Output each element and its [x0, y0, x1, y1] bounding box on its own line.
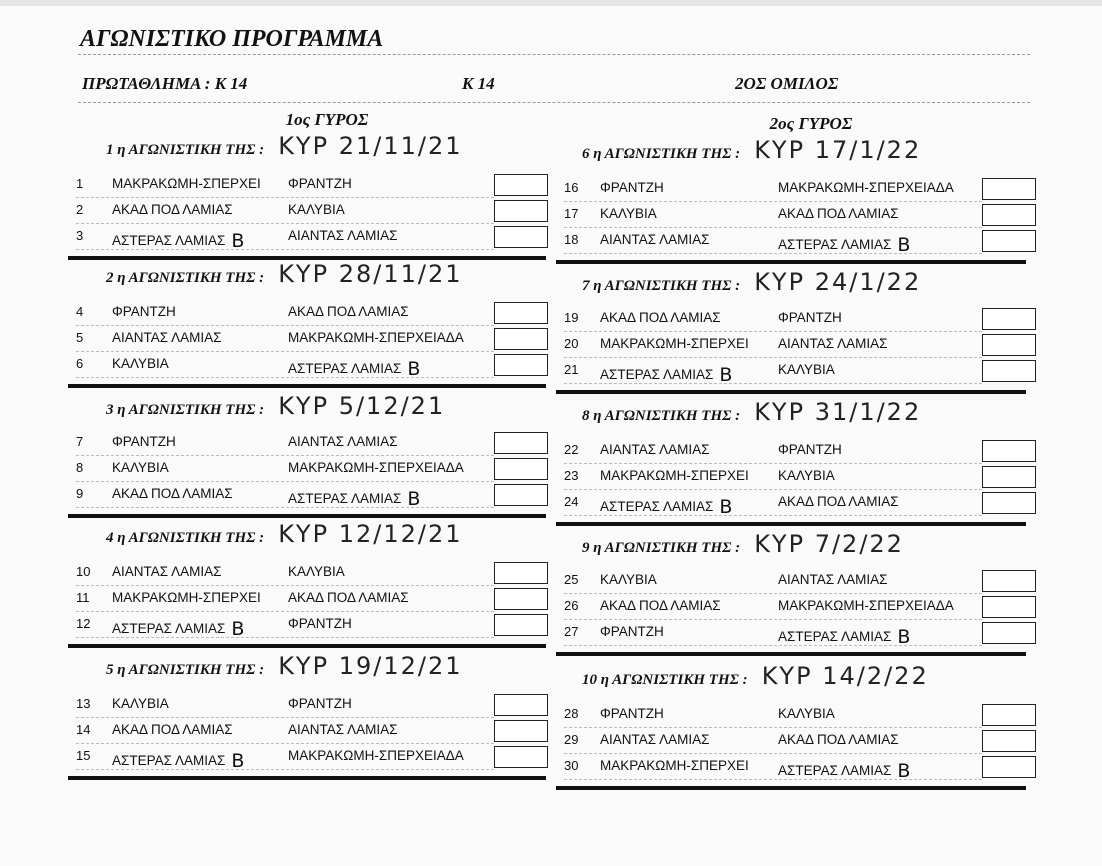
home-team-name: ΑΚΑΔ ΠΟΔ ΛΑΜΙΑΣ [112, 202, 233, 217]
matchday-heading [582, 136, 921, 164]
away-team-name: ΑΚΑΔ ΠΟΔ ΛΑΜΙΑΣ [778, 494, 899, 509]
match-number: 15 [76, 748, 91, 763]
matchday-separator [556, 786, 1026, 790]
away-team [778, 468, 835, 483]
home-team [600, 624, 664, 639]
score-box[interactable] [982, 730, 1036, 752]
matchday-label: 6 η ΑΓΩΝΙΣΤΙΚΗ ΤΗΣ : [582, 146, 741, 162]
score-box[interactable] [982, 360, 1036, 382]
away-team [288, 434, 397, 449]
match-number: 4 [76, 304, 84, 319]
score-box[interactable] [982, 570, 1036, 592]
away-team [288, 696, 352, 711]
away-team-name: ΑΙΑΝΤΑΣ ΛΑΜΙΑΣ [778, 572, 888, 587]
matchday-label: 10 η ΑΓΩΝΙΣΤΙΚΗ ΤΗΣ : [582, 672, 748, 688]
handwritten-date: ΚΥΡ 5/12/21 [278, 392, 446, 420]
match-number: 13 [76, 696, 91, 711]
score-box[interactable] [494, 588, 548, 610]
match-row [76, 586, 554, 612]
championship-label-text: ΠΡΩΤΑΘΛΗΜΑ : [82, 74, 211, 93]
away-team [288, 356, 420, 378]
away-team [778, 572, 887, 587]
score-box[interactable] [494, 302, 548, 324]
match-number: 24 [564, 494, 579, 509]
match-number: 6 [76, 356, 84, 371]
score-box[interactable] [494, 614, 548, 636]
score-box[interactable] [494, 484, 548, 506]
away-team-name: ΜΑΚΡΑΚΩΜΗ-ΣΠΕΡΧΕΙΑΔΑ [288, 460, 464, 475]
match-number: 16 [564, 180, 579, 195]
home-team [112, 748, 244, 770]
away-team-name: ΑΙΑΝΤΑΣ ΛΑΜΙΑΣ [288, 722, 398, 737]
handwritten-date: ΚΥΡ 12/12/21 [278, 520, 463, 548]
away-team [778, 598, 954, 613]
match-number: 27 [564, 624, 579, 639]
away-team-name: ΑΣΤΕΡΑΣ ΛΑΜΙΑΣ [778, 237, 892, 252]
home-team [600, 706, 664, 721]
match-row [76, 612, 554, 638]
home-team [112, 176, 261, 191]
match-row [564, 358, 1042, 384]
header-divider [78, 102, 1030, 103]
handwritten-date: ΚΥΡ 28/11/21 [278, 260, 463, 288]
match-row [564, 438, 1042, 464]
match-number: 18 [564, 232, 579, 247]
match-row [76, 560, 554, 586]
match-number: 22 [564, 442, 579, 457]
match-number: 12 [76, 616, 91, 631]
matchday-separator [556, 522, 1026, 526]
home-team-name: ΦΡΑΝΤΖΗ [600, 180, 664, 195]
score-box[interactable] [982, 440, 1036, 462]
matchday-heading [582, 268, 921, 296]
match-row [564, 754, 1042, 780]
away-team [288, 722, 397, 737]
matchday-separator [556, 652, 1026, 656]
home-team [112, 564, 221, 579]
match-number: 14 [76, 722, 91, 737]
match-row [76, 718, 554, 744]
score-box[interactable] [494, 746, 548, 768]
match-row [76, 692, 554, 718]
home-team-name: ΚΑΛΥΒΙΑ [600, 206, 657, 221]
away-team-name: ΑΙΑΝΤΑΣ ΛΑΜΙΑΣ [288, 434, 398, 449]
home-team-name: ΦΡΑΝΤΖΗ [112, 434, 176, 449]
match-row [564, 176, 1042, 202]
handwritten-date: ΚΥΡ 31/1/22 [754, 398, 922, 426]
home-team [112, 330, 221, 345]
match-number: 11 [76, 590, 90, 605]
home-team-name: ΚΑΛΥΒΙΑ [600, 572, 657, 587]
match-row [76, 172, 554, 198]
away-team-name: ΑΣΤΕΡΑΣ ΛΑΜΙΑΣ [778, 629, 892, 644]
home-team-name: ΦΡΑΝΤΖΗ [600, 624, 664, 639]
match-row [76, 744, 554, 770]
matchday-separator [556, 390, 1026, 394]
match-row [76, 224, 554, 250]
match-number: 17 [564, 206, 579, 221]
home-team [600, 494, 732, 516]
match-row [564, 594, 1042, 620]
away-team [288, 228, 397, 243]
away-team [778, 494, 899, 509]
handwritten-b-mark: B [407, 358, 421, 380]
row-divider [76, 377, 494, 378]
home-team-name: ΑΚΑΔ ΠΟΔ ΛΑΜΙΑΣ [112, 722, 233, 737]
matchday-separator [68, 514, 546, 518]
score-box[interactable] [982, 596, 1036, 618]
match-row [76, 482, 554, 508]
away-team-name: ΜΑΚΡΑΚΩΜΗ-ΣΠΕΡΧΕΙΑΔΑ [778, 598, 954, 613]
match-row [76, 430, 554, 456]
score-box[interactable] [494, 432, 548, 454]
home-team [600, 468, 749, 483]
match-row [564, 228, 1042, 254]
handwritten-b-mark: B [719, 496, 733, 518]
score-box[interactable] [494, 328, 548, 350]
away-team [288, 590, 409, 605]
row-divider [76, 249, 494, 250]
match-number: 5 [76, 330, 84, 345]
away-team-name: ΦΡΑΝΤΖΗ [288, 176, 352, 191]
handwritten-b-mark: B [231, 230, 245, 252]
home-team-name: ΑΚΑΔ ΠΟΔ ΛΑΜΙΑΣ [600, 310, 721, 325]
handwritten-b-mark: B [897, 234, 911, 256]
championship-value: Κ 14 [214, 74, 248, 93]
match-row [76, 198, 554, 224]
home-team [112, 722, 233, 737]
handwritten-b-mark: B [231, 750, 245, 772]
home-team [600, 572, 657, 587]
score-box[interactable] [494, 562, 548, 584]
scan-top-edge [0, 0, 1102, 6]
match-number: 29 [564, 732, 579, 747]
away-team-name: ΦΡΑΝΤΖΗ [778, 310, 842, 325]
match-number: 2 [76, 202, 84, 217]
home-team-name: ΑΚΑΔ ΠΟΔ ΛΑΜΙΑΣ [600, 598, 721, 613]
matchday-label: 4 η ΑΓΩΝΙΣΤΙΚΗ ΤΗΣ : [106, 530, 265, 546]
away-team [288, 748, 464, 763]
home-team [112, 616, 244, 638]
matchday-label: 9 η ΑΓΩΝΙΣΤΙΚΗ ΤΗΣ : [582, 540, 741, 556]
home-team [600, 598, 721, 613]
away-team-name: ΚΑΛΥΒΙΑ [288, 564, 345, 579]
score-box[interactable] [982, 334, 1036, 356]
matchday-heading [106, 260, 462, 288]
away-team-name: ΑΣΤΕΡΑΣ ΛΑΜΙΑΣ [288, 361, 402, 376]
handwritten-date: ΚΥΡ 17/1/22 [754, 136, 922, 164]
row-divider [564, 383, 982, 384]
home-team-name: ΑΣΤΕΡΑΣ ΛΑΜΙΑΣ [112, 233, 226, 248]
away-team-name: ΑΣΤΕΡΑΣ ΛΑΜΙΑΣ [288, 491, 402, 506]
matchday-separator [68, 776, 546, 780]
row-divider [564, 645, 982, 646]
away-team-name: ΦΡΑΝΤΖΗ [288, 616, 352, 631]
home-team [112, 486, 233, 501]
row-divider [76, 769, 494, 770]
home-team [600, 206, 657, 221]
handwritten-b-mark: B [407, 488, 421, 510]
away-team [778, 336, 887, 351]
matchday-heading [106, 132, 462, 160]
matchday-label: 1 η ΑΓΩΝΙΣΤΙΚΗ ΤΗΣ : [106, 142, 265, 158]
home-team-name: ΜΑΚΡΑΚΩΜΗ-ΣΠΕΡΧΕΙ [600, 758, 749, 773]
match-row [564, 728, 1042, 754]
handwritten-date: ΚΥΡ 19/12/21 [278, 652, 463, 680]
match-row [564, 202, 1042, 228]
away-team [778, 732, 899, 747]
away-team [288, 486, 420, 508]
away-team [288, 176, 352, 191]
home-team [600, 336, 749, 351]
match-row [76, 352, 554, 378]
score-box[interactable] [494, 226, 548, 248]
away-team-name: ΚΑΛΥΒΙΑ [778, 362, 835, 377]
matchday-label: 8 η ΑΓΩΝΙΣΤΙΚΗ ΤΗΣ : [582, 408, 741, 424]
home-team-name: ΦΡΑΝΤΖΗ [112, 304, 176, 319]
match-row [564, 702, 1042, 728]
match-row [76, 300, 554, 326]
match-number: 1 [76, 176, 84, 191]
handwritten-b-mark: B [897, 760, 911, 782]
score-box[interactable] [982, 204, 1036, 226]
home-team-name: ΑΙΑΝΤΑΣ ΛΑΜΙΑΣ [600, 232, 710, 247]
home-team-name: ΑΣΤΕΡΑΣ ΛΑΜΙΑΣ [112, 621, 226, 636]
home-team-name: ΜΑΚΡΑΚΩΜΗ-ΣΠΕΡΧΕΙ [600, 468, 749, 483]
matchday-heading [582, 398, 921, 426]
away-team-name: ΑΙΑΝΤΑΣ ΛΑΜΙΑΣ [288, 228, 398, 243]
match-number: 28 [564, 706, 579, 721]
handwritten-date: ΚΥΡ 7/2/22 [754, 530, 904, 558]
score-box[interactable] [982, 178, 1036, 200]
away-team [288, 202, 345, 217]
row-divider [76, 507, 494, 508]
match-number: 21 [564, 362, 579, 377]
handwritten-b-mark: B [231, 618, 245, 640]
score-box[interactable] [494, 354, 548, 376]
page-title: ΑΓΩΝΙΣΤΙΚΟ ΠΡΟΓΡΑΜΜΑ [80, 26, 384, 52]
row-divider [564, 779, 982, 780]
away-team [778, 310, 842, 325]
home-team-name: ΑΣΤΕΡΑΣ ΛΑΜΙΑΣ [600, 367, 714, 382]
away-team-name: ΦΡΑΝΤΖΗ [778, 442, 842, 457]
round-title: 1ος ΓΥΡΟΣ [285, 110, 369, 129]
match-row [564, 464, 1042, 490]
score-box[interactable] [982, 230, 1036, 252]
handwritten-date: ΚΥΡ 21/11/21 [278, 132, 463, 160]
matchday-heading [106, 520, 462, 548]
matchday-separator [68, 384, 546, 388]
away-team [288, 304, 409, 319]
home-team-name: ΦΡΑΝΤΖΗ [600, 706, 664, 721]
match-number: 7 [76, 434, 84, 449]
round-title: 2ος ΓΥΡΟΣ [769, 114, 853, 133]
away-team-name: ΜΑΚΡΑΚΩΜΗ-ΣΠΕΡΧΕΙΑΔΑ [778, 180, 954, 195]
away-team-name: ΑΚΑΔ ΠΟΔ ΛΑΜΙΑΣ [778, 206, 899, 221]
home-team-name: ΑΙΑΝΤΑΣ ΛΑΜΙΑΣ [600, 442, 710, 457]
match-number: 26 [564, 598, 579, 613]
score-box[interactable] [982, 622, 1036, 644]
matchday-label: 3 η ΑΓΩΝΙΣΤΙΚΗ ΤΗΣ : [106, 402, 265, 418]
away-team-name: ΑΣΤΕΡΑΣ ΛΑΜΙΑΣ [778, 763, 892, 778]
match-number: 3 [76, 228, 84, 243]
away-team-name: ΑΚΑΔ ΠΟΔ ΛΑΜΙΑΣ [778, 732, 899, 747]
score-box[interactable] [494, 200, 548, 222]
away-team-name: ΚΑΛΥΒΙΑ [778, 468, 835, 483]
home-team-name: ΚΑΛΥΒΙΑ [112, 460, 169, 475]
row-divider [76, 637, 494, 638]
home-team [112, 356, 169, 371]
home-team [600, 758, 749, 773]
score-box[interactable] [494, 174, 548, 196]
home-team [600, 232, 709, 247]
match-row [564, 568, 1042, 594]
home-team [600, 180, 664, 195]
home-team-name: ΑΙΑΝΤΑΣ ΛΑΜΙΑΣ [112, 564, 222, 579]
away-team-name: ΦΡΑΝΤΖΗ [288, 696, 352, 711]
home-team [112, 228, 244, 250]
home-team-name: ΑΙΑΝΤΑΣ ΛΑΜΙΑΣ [112, 330, 222, 345]
home-team [600, 732, 709, 747]
score-box[interactable] [982, 756, 1036, 778]
home-team [600, 442, 709, 457]
away-team [288, 564, 345, 579]
match-number: 23 [564, 468, 579, 483]
match-number: 20 [564, 336, 579, 351]
home-team [112, 202, 233, 217]
match-number: 9 [76, 486, 84, 501]
away-team [778, 206, 899, 221]
home-team-name: ΜΑΚΡΑΚΩΜΗ-ΣΠΕΡΧΕΙ [112, 590, 261, 605]
match-number: 19 [564, 310, 579, 325]
match-row [564, 490, 1042, 516]
group-label: 2ΟΣ ΟΜΙΛΟΣ [735, 74, 839, 93]
home-team [112, 590, 261, 605]
match-row [564, 620, 1042, 646]
match-row [76, 456, 554, 482]
score-box[interactable] [494, 720, 548, 742]
away-team-name: ΚΑΛΥΒΙΑ [778, 706, 835, 721]
home-team [112, 460, 169, 475]
home-team-name: ΜΑΚΡΑΚΩΜΗ-ΣΠΕΡΧΕΙ [600, 336, 749, 351]
category-label: Κ 14 [462, 74, 495, 93]
home-team-name: ΚΑΛΥΒΙΑ [112, 696, 169, 711]
away-team [288, 460, 464, 475]
home-team [600, 310, 721, 325]
home-team [112, 434, 176, 449]
row-divider [564, 253, 982, 254]
home-team-name: ΑΚΑΔ ΠΟΔ ΛΑΜΙΑΣ [112, 486, 233, 501]
away-team [778, 180, 954, 195]
away-team [288, 616, 352, 631]
match-row [76, 326, 554, 352]
away-team-name: ΑΚΑΔ ΠΟΔ ΛΑΜΙΑΣ [288, 590, 409, 605]
away-team-name: ΑΙΑΝΤΑΣ ΛΑΜΙΑΣ [778, 336, 888, 351]
score-box[interactable] [982, 308, 1036, 330]
away-team [778, 442, 842, 457]
home-team [112, 304, 176, 319]
match-number: 8 [76, 460, 84, 475]
away-team-name: ΜΑΚΡΑΚΩΜΗ-ΣΠΕΡΧΕΙΑΔΑ [288, 748, 464, 763]
match-number: 25 [564, 572, 579, 587]
handwritten-b-mark: B [719, 364, 733, 386]
matchday-separator [556, 260, 1026, 264]
away-team [778, 232, 910, 254]
home-team-name: ΜΑΚΡΑΚΩΜΗ-ΣΠΕΡΧΕΙ [112, 176, 261, 191]
match-row [564, 332, 1042, 358]
home-team [600, 362, 732, 384]
matchday-heading [582, 530, 904, 558]
home-team-name: ΑΙΑΝΤΑΣ ΛΑΜΙΑΣ [600, 732, 710, 747]
handwritten-date: ΚΥΡ 24/1/22 [754, 268, 922, 296]
score-box[interactable] [494, 694, 548, 716]
away-team-name: ΚΑΛΥΒΙΑ [288, 202, 345, 217]
matchday-separator [68, 644, 546, 648]
away-team-name: ΜΑΚΡΑΚΩΜΗ-ΣΠΕΡΧΕΙΑΔΑ [288, 330, 464, 345]
away-team [778, 758, 910, 780]
away-team-name: ΑΚΑΔ ΠΟΔ ΛΑΜΙΑΣ [288, 304, 409, 319]
handwritten-b-mark: B [897, 626, 911, 648]
row-divider [564, 515, 982, 516]
matchday-label: 2 η ΑΓΩΝΙΣΤΙΚΗ ΤΗΣ : [106, 270, 265, 286]
home-team-name: ΑΣΤΕΡΑΣ ΛΑΜΙΑΣ [112, 753, 226, 768]
matchday-label: 7 η ΑΓΩΝΙΣΤΙΚΗ ΤΗΣ : [582, 278, 741, 294]
matchday-heading [106, 392, 445, 420]
matchday-heading [106, 652, 462, 680]
home-team-name: ΑΣΤΕΡΑΣ ΛΑΜΙΑΣ [600, 499, 714, 514]
title-divider [78, 54, 1030, 55]
score-box[interactable] [982, 492, 1036, 514]
score-box[interactable] [494, 458, 548, 480]
handwritten-date: ΚΥΡ 14/2/22 [761, 662, 929, 690]
away-team [778, 706, 835, 721]
away-team [288, 330, 464, 345]
away-team [778, 624, 910, 646]
home-team-name: ΚΑΛΥΒΙΑ [112, 356, 169, 371]
match-row [564, 306, 1042, 332]
away-team [778, 362, 835, 377]
match-number: 10 [76, 564, 91, 579]
score-box[interactable] [982, 466, 1036, 488]
matchday-label: 5 η ΑΓΩΝΙΣΤΙΚΗ ΤΗΣ : [106, 662, 265, 678]
championship-label [82, 74, 247, 94]
score-box[interactable] [982, 704, 1036, 726]
matchday-heading [582, 662, 929, 690]
match-number: 30 [564, 758, 579, 773]
home-team [112, 696, 169, 711]
